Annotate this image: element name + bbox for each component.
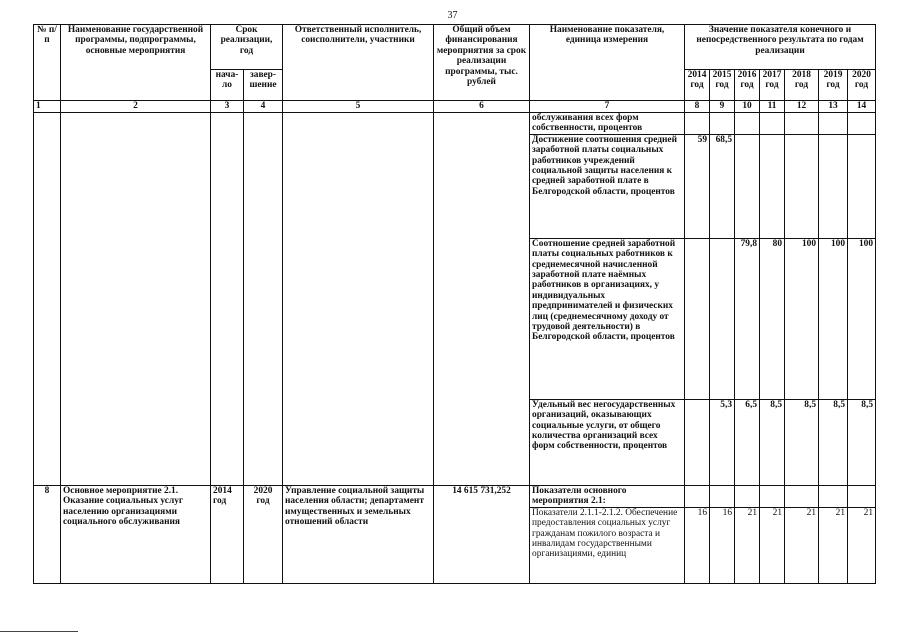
indicator-value xyxy=(760,134,785,238)
header-program: Наименование государственной программы, подпрограммы, основные мероприятия xyxy=(61,25,211,101)
column-number-row xyxy=(34,101,876,113)
indicator-value: 80 xyxy=(760,238,785,399)
indicator-value xyxy=(685,399,710,485)
header-values: Значение показателя конечного и непосредственного результата по годам реализации xyxy=(685,25,876,70)
column-number: 9 xyxy=(710,101,735,113)
column-number: 4 xyxy=(244,101,283,113)
indicator-value: 8,5 xyxy=(760,399,785,485)
header-period-start: нача-ло xyxy=(211,70,244,101)
header-year: 2019 год xyxy=(819,70,848,101)
indicator-value: 16 xyxy=(710,507,735,583)
column-number: 3 xyxy=(211,101,244,113)
indicator-value: 59 xyxy=(685,134,710,238)
indicator-value xyxy=(848,113,876,135)
indicator-value xyxy=(785,113,819,135)
header-year: 2015 год xyxy=(710,70,735,101)
indicator-value xyxy=(685,238,710,399)
indicator-value: 16 xyxy=(685,507,710,583)
indicator-value: 68,5 xyxy=(710,134,735,238)
page-number: 37 xyxy=(447,10,458,21)
measure-executor: Управление социальной защиты населения области; департамент имущественных и земельных отношений области xyxy=(283,485,434,583)
indicator-value: 21 xyxy=(760,507,785,583)
header-period: Срок реализации, год xyxy=(211,25,283,70)
column-number: 5 xyxy=(283,101,434,113)
indicator-value: 100 xyxy=(819,238,848,399)
indicator-value: 8,5 xyxy=(819,399,848,485)
column-number: 14 xyxy=(848,101,876,113)
indicator-value xyxy=(785,134,819,238)
header-year: 2017 год xyxy=(760,70,785,101)
indicator-value: 6,5 xyxy=(735,399,760,485)
table-row xyxy=(34,485,876,507)
indicator-value xyxy=(685,113,710,135)
measure-name: Основное мероприятие 2.1. Оказание социальных услуг населению организациями социального обслуживания xyxy=(61,485,211,583)
column-number: 11 xyxy=(760,101,785,113)
column-number: 6 xyxy=(434,101,530,113)
indicator-value: 8,5 xyxy=(848,399,876,485)
indicator-value xyxy=(710,238,735,399)
measure-funding: 14 615 731,252 xyxy=(434,485,530,583)
indicator-value: 21 xyxy=(819,507,848,583)
column-number: 12 xyxy=(785,101,819,113)
column-number: 2 xyxy=(61,101,211,113)
measure-indicators-title: Показатели основного мероприятия 2.1: xyxy=(530,485,685,507)
indicator-value xyxy=(819,113,848,135)
indicator-name: Достижение соотношения средней заработной платы социальных работников учреждений социальной защиты населения к средней заработной плате в Белгородской области, процентов xyxy=(530,134,685,238)
indicator-value: 21 xyxy=(735,507,760,583)
indicator-name: обслуживания всех форм собственности, процентов xyxy=(530,113,685,135)
column-number: 10 xyxy=(735,101,760,113)
measure-number: 8 xyxy=(34,485,61,583)
program-table xyxy=(33,24,876,584)
column-number: 7 xyxy=(530,101,685,113)
header-no: № п/п xyxy=(34,25,61,101)
column-number: 13 xyxy=(819,101,848,113)
indicator-value: 8,5 xyxy=(785,399,819,485)
table-row xyxy=(34,113,876,135)
indicator-value: 100 xyxy=(848,238,876,399)
indicator-value: 21 xyxy=(785,507,819,583)
indicator-value: 21 xyxy=(848,507,876,583)
footer-divider xyxy=(0,631,78,632)
header-year: 2014 год xyxy=(685,70,710,101)
indicator-value: 100 xyxy=(785,238,819,399)
indicator-value xyxy=(848,134,876,238)
indicator-name: Удельный вес негосударственных организаций, оказывающих социальные услуги, от общего количества организаций всех форм собственности, процентов xyxy=(530,399,685,485)
indicator-value: 79,8 xyxy=(735,238,760,399)
header-indicator: Наименование показателя, единица измерения xyxy=(530,25,685,101)
header-executor: Ответственный исполнитель, соисполнители, участники xyxy=(283,25,434,101)
indicator-value: 5,3 xyxy=(710,399,735,485)
header-year: 2018 год xyxy=(785,70,819,101)
indicator-value xyxy=(735,113,760,135)
measure-start: 2014 год xyxy=(211,485,244,583)
indicator-name: Соотношение средней заработной платы социальных работников к среднемесячной начисленной заработной плате наёмных работников в организациях, у индивидуальных предпринимателей и физических лиц (среднемесячному доходу от трудовой деятельности) в Белгородской области, процентов xyxy=(530,238,685,399)
header-funding: Общий объем финансирования мероприятия за срок реализации программы, тыс. рублей xyxy=(434,25,530,101)
header-year: 2020 год xyxy=(848,70,876,101)
header-year: 2016 год xyxy=(735,70,760,101)
header-period-end: завер-шение xyxy=(244,70,283,101)
column-number: 8 xyxy=(685,101,710,113)
indicator-value xyxy=(710,113,735,135)
indicator-value xyxy=(760,113,785,135)
indicator-value xyxy=(735,134,760,238)
indicator-value xyxy=(819,134,848,238)
column-number: 1 xyxy=(34,101,61,113)
measure-end: 2020 год xyxy=(244,485,283,583)
indicator-name: Показатели 2.1.1-2.1.2. Обеспечение предоставления социальных услуг гражданам пожилого возраста и инвалидам государственными организациями, единиц xyxy=(530,507,685,583)
